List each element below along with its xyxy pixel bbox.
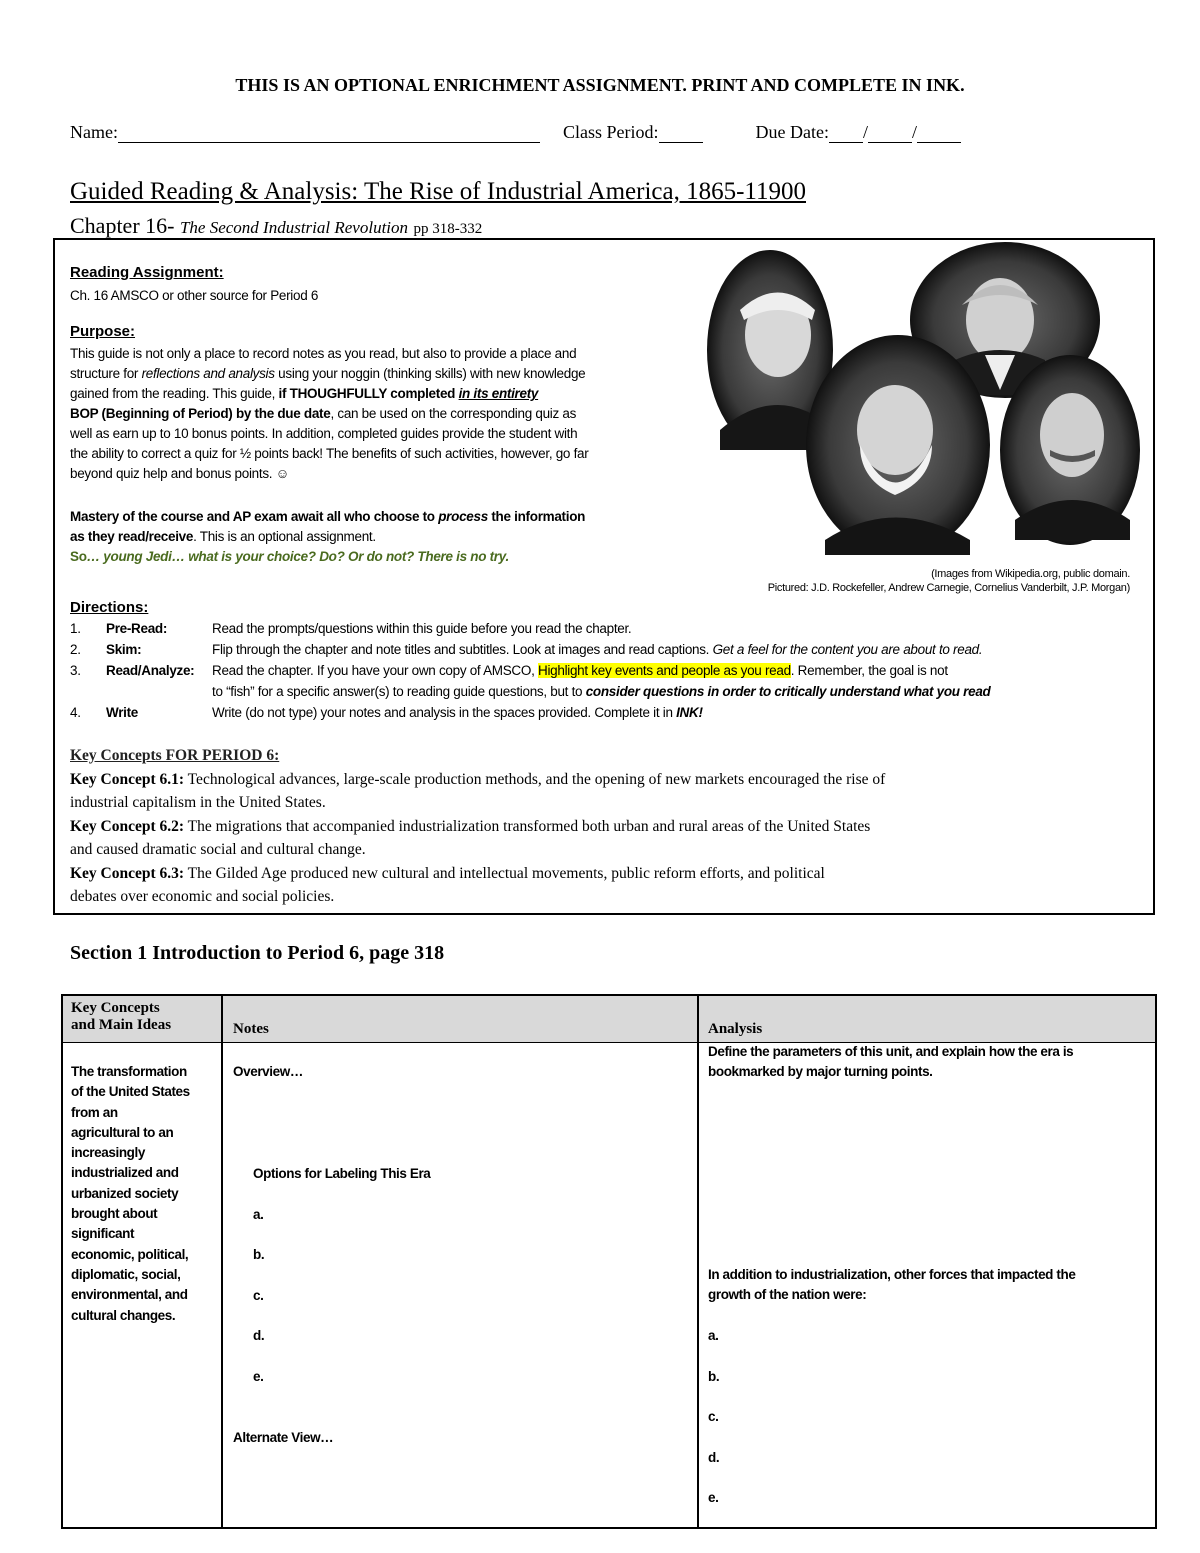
main-idea-line: industrialized and [71, 1165, 179, 1181]
due-date-label: Due Date: [755, 122, 829, 142]
purpose-text: This guide is not only a place to record notes as you read, but also to provide a place and structure for reflections and analysis using your noggin (thinking skills) with new knowledge gained from the reading. This guide, if THOUGHFULLY completed in its entirety BOP (Beginning of Period) by the due date, can be used on the corresponding quiz as well as earn up to 10 bonus points. In addition, completed guides provide the student with the ability to correct a quiz for ½ points back! The benefits of such activities, however, go far beyond quiz help and bonus points. ☺ [70, 346, 589, 481]
main-idea-line: significant [71, 1226, 135, 1242]
table-header-row [63, 996, 1155, 1043]
main-idea-line: increasingly [71, 1145, 145, 1161]
reading-assignment-label: Reading Assignment: [70, 264, 224, 281]
name-field[interactable] [118, 124, 540, 143]
highlight-instruction: Highlight key events and people as you read [538, 663, 791, 678]
main-idea-line: economic, political, [71, 1246, 189, 1262]
date-slash: / [862, 122, 868, 142]
date-slash: / [911, 122, 917, 142]
key-concept-item: Key Concept 6.2: The migrations that accompanied industrialization transformed both urban and rural areas of the United States [70, 817, 871, 835]
optional-notice: THIS IS AN OPTIONAL ENRICHMENT ASSIGNMENT. PRINT AND COMPLETE IN INK. [235, 75, 965, 95]
main-idea-line: urbanized society [71, 1185, 179, 1201]
analysis-answer[interactable]: e. [708, 1490, 719, 1505]
class-period-label: Class Period: [562, 122, 659, 142]
analysis-prompt-parameters: Define the parameters of this unit, and explain how the era is bookmarked by major turning points. [708, 1044, 1074, 1080]
direction-item: 4. Write Write (do not type) your notes and analysis in the spaces provided. Complete it in INK! [70, 705, 703, 720]
direction-item-continued: to “fish” for a specific answer(s) to reading guide questions, but to consider questions in order to critically understand what you read [212, 684, 991, 699]
labeling-option[interactable]: d. [253, 1328, 265, 1343]
notes-overview[interactable]: Overview… [233, 1064, 303, 1079]
main-idea-line: of the United States [71, 1084, 190, 1100]
morgan-portrait [1000, 355, 1140, 545]
directions-list [70, 621, 1130, 726]
chapter-prefix: Chapter 16- [70, 213, 175, 238]
notes-table [61, 994, 1157, 1529]
name-label: Name: [70, 122, 118, 142]
due-month-field[interactable] [829, 124, 863, 143]
labeling-option[interactable]: e. [253, 1369, 264, 1384]
labeling-option[interactable]: c. [253, 1288, 264, 1303]
key-concepts [70, 744, 1140, 909]
chapter-line [70, 213, 482, 239]
due-day-field[interactable] [868, 124, 912, 143]
main-idea-text [71, 1062, 216, 1326]
analysis-prompt-forces: In addition to industrialization, other forces that impacted the growth of the nation were: [708, 1267, 1076, 1303]
col-header-analysis: Analysis [708, 1021, 763, 1037]
due-year-field[interactable] [917, 124, 961, 143]
purpose-label: Purpose: [70, 323, 136, 340]
main-idea-line: The transformation [71, 1064, 187, 1079]
directions-label: Directions: [70, 599, 149, 616]
main-idea-line: cultural changes. [71, 1307, 176, 1323]
guide-title: Guided Reading & Analysis: The Rise of Industrial America, 1865-11900 [70, 178, 806, 205]
key-concept-item-cont: and caused dramatic social and cultural change. [70, 841, 366, 858]
direction-item: 2. Skim: Flip through the chapter and note titles and subtitles. Look at images and read captions. Get a feel for the content you are about to read. [70, 642, 983, 657]
main-idea-line: from an [71, 1104, 118, 1120]
direction-item: 1. Pre-Read: Read the prompts/questions within this guide before you read the chapter. [70, 621, 632, 636]
col-header-key-concepts: Key Concepts and Main Ideas [71, 1000, 172, 1033]
mastery-text: Mastery of the course and AP exam await all who choose to process the information as they read/receive. This is an optional assignment. So… young Jedi… what is your choice? Do? Or do not? There is no try. [70, 509, 586, 564]
col-header-notes: Notes [233, 1021, 269, 1037]
key-concept-item: Key Concept 6.1: Technological advances, large-scale production methods, and the opening of new markets encouraged the rise of [70, 770, 886, 788]
main-idea-line: environmental, and [71, 1287, 188, 1303]
key-concept-item-cont: debates over economic and social policies. [70, 888, 335, 905]
key-concept-item-cont: industrial capitalism in the United States. [70, 794, 326, 811]
main-idea-line: diplomatic, social, [71, 1266, 181, 1282]
carnegie-portrait [806, 335, 990, 555]
analysis-answer[interactable]: d. [708, 1450, 720, 1465]
main-idea-line: agricultural to an [71, 1124, 174, 1140]
labeling-option[interactable]: a. [253, 1207, 264, 1222]
chapter-name: The Second Industrial Revolution [179, 218, 409, 237]
student-info-row [70, 122, 961, 143]
labeling-option[interactable]: b. [253, 1247, 265, 1262]
industrialists-portraits [700, 240, 1140, 565]
analysis-answer[interactable]: a. [708, 1328, 719, 1343]
analysis-answer[interactable]: b. [708, 1369, 720, 1384]
key-concepts-heading: Key Concepts FOR PERIOD 6: [70, 747, 280, 764]
labeling-options-label: Options for Labeling This Era [253, 1166, 431, 1181]
section-title: Section 1 Introduction to Period 6, page 318 [70, 942, 445, 964]
direction-item: 3. Read/Analyze: Read the chapter. If you have your own copy of AMSCO, Highlight key events and people as you read. Remember, the goal is not [70, 663, 948, 678]
portraits-caption: (Images from Wikipedia.org, public domain. Pictured: J.D. Rockefeller, Andrew Carnegie, Cornelius Vanderbilt, J.P. Morgan) [767, 568, 1130, 594]
main-idea-line: brought about [71, 1206, 158, 1222]
reading-assignment-text: Ch. 16 AMSCO or other source for Period 6 [70, 288, 319, 303]
notes-alternate-view[interactable]: Alternate View… [233, 1430, 334, 1445]
chapter-pages: pp 318-332 [413, 221, 483, 237]
analysis-answer[interactable]: c. [708, 1409, 719, 1424]
class-period-field[interactable] [659, 124, 703, 143]
key-concept-item: Key Concept 6.3: The Gilded Age produced new cultural and intellectual movements, public reform efforts, and political [70, 864, 825, 882]
